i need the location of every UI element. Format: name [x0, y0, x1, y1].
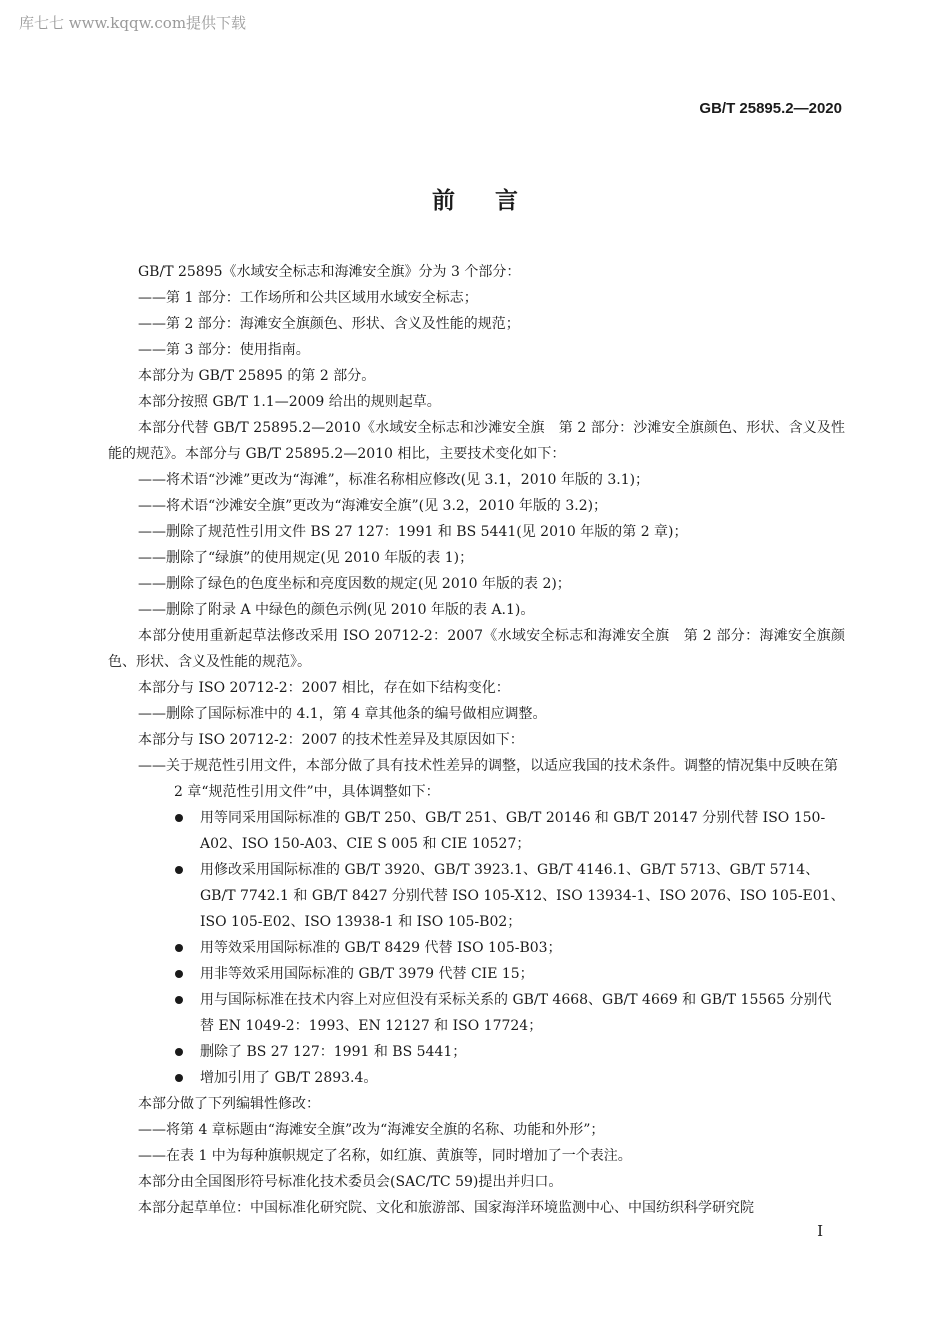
paragraph: 本部分与 ISO 20712-2：2007 相比，存在如下结构变化： — [138, 680, 510, 696]
list-item-text: 用等同采用国际标准的 GB/T 250、GB/T 251、GB/T 20146 和 GB/T 20147 分别代替 ISO 150-A02、ISO 150-A03、CIE S 005 和 CIE 10527； — [200, 810, 826, 852]
paragraph: 本部分与 ISO 20712-2：2007 的技术性差异及其原因如下： — [138, 732, 524, 748]
paragraph: 本部分由全国图形符号标准化技术委员会(SAC/TC 59)提出并归口。 — [138, 1174, 563, 1190]
paragraph: GB/T 25895《水域安全标志和海滩安全旗》分为 3 个部分： — [138, 264, 521, 280]
page-number: I — [817, 1222, 823, 1240]
bullet-dot-icon — [175, 970, 183, 978]
bullet-dot-icon — [175, 814, 183, 822]
dash-item: ——删除了规范性引用文件 BS 27 127：1991 和 BS 5441(见 2010 年版的第 2 章)； — [138, 524, 688, 540]
dash-item: ——将第 4 章标题由“海滩安全旗”改为“海滩安全旗的名称、功能和外形”； — [138, 1122, 605, 1138]
list-item-text: 增加引用了 GB/T 2893.4。 — [200, 1070, 378, 1086]
list-item-text: 用等效采用国际标准的 GB/T 8429 代替 ISO 105-B03； — [200, 940, 562, 956]
dash-item: ——第 2 部分：海滩安全旗颜色、形状、含义及性能的规范； — [138, 316, 520, 332]
paragraph: 本部分做了下列编辑性修改： — [138, 1096, 320, 1112]
paragraph: 本部分使用重新起草法修改采用 ISO 20712-2：2007《水域安全标志和海滩安全旗 第 2 部分：海滩安全旗颜色、形状、含义及性能的规范》。 — [108, 628, 845, 670]
paragraph: 本部分代替 GB/T 25895.2—2010《水域安全标志和沙滩安全旗 第 2 部分：沙滩安全旗颜色、形状、含义及性能的规范》。本部分与 GB/T 25895.2—2010 相比，主要技术变化如下： — [108, 420, 845, 462]
dash-item: ——关于规范性引用文件，本部分做了具有技术性差异的调整，以适应我国的技术条件。调整的情况集中反映在第 2 章“规范性引用文件”中，具体调整如下： — [138, 758, 838, 800]
list-item-text: 用修改采用国际标准的 GB/T 3920、GB/T 3923.1、GB/T 4146.1、GB/T 5713、GB/T 5714、GB/T 7742.1 和 GB/T 8427 分别代替 ISO 105-X12、ISO 13934-1、ISO 2076、ISO 105-E01、ISO 105-E02、ISO 13938-1 和 ISO 105-B02； — [200, 862, 845, 930]
dash-item: ——将术语“沙滩安全旗”更改为“海滩安全旗”(见 3.2，2010 年版的 3.2)； — [138, 498, 608, 514]
list-item — [108, 961, 845, 987]
page-title: 前言 — [432, 188, 558, 214]
dash-item: ——第 3 部分：使用指南。 — [138, 342, 310, 358]
dash-item: ——将术语“沙滩”更改为“海滩”，标准名称相应修改(见 3.1，2010 年版的 3.1)； — [138, 472, 650, 488]
paragraph: 本部分按照 GB/T 1.1—2009 给出的规则起草。 — [138, 394, 441, 410]
list-item — [108, 1039, 845, 1065]
list-item — [108, 857, 845, 935]
standard-code: GB/T 25895.2—2020 — [699, 100, 842, 117]
list-item-text: 用非等效采用国际标准的 GB/T 3979 代替 CIE 15； — [200, 966, 534, 982]
dash-item: ——删除了“绿旗”的使用规定(见 2010 年版的表 1)； — [138, 550, 474, 566]
bullet-dot-icon — [175, 944, 183, 952]
dash-item: ——删除了国际标准中的 4.1，第 4 章其他条的编号做相应调整。 — [138, 706, 547, 722]
paragraph: 本部分起草单位：中国标准化研究院、文化和旅游部、国家海洋环境监测中心、中国纺织科学研究院 — [138, 1200, 754, 1216]
dash-item: ——第 1 部分：工作场所和公共区域用水域安全标志； — [138, 290, 478, 306]
list-item — [108, 1065, 845, 1091]
bullet-list — [108, 805, 845, 1091]
dash-item: ——在表 1 中为每种旗帜规定了名称，如红旗、黄旗等，同时增加了一个表注。 — [138, 1148, 632, 1164]
bullet-dot-icon — [175, 996, 183, 1004]
document-body — [108, 259, 845, 1221]
bullet-dot-icon — [175, 1048, 183, 1056]
list-item — [108, 805, 845, 857]
bullet-dot-icon — [175, 1074, 183, 1082]
paragraph: 本部分为 GB/T 25895 的第 2 部分。 — [138, 368, 376, 384]
list-item-text: 用与国际标准在技术内容上对应但没有采标关系的 GB/T 4668、GB/T 4669 和 GB/T 15565 分别代替 EN 1049-2：1993、EN 12127 和 ISO 17724； — [200, 992, 832, 1034]
dash-item: ——删除了绿色的色度坐标和亮度因数的规定(见 2010 年版的表 2)； — [138, 576, 571, 592]
list-item-text: 删除了 BS 27 127：1991 和 BS 5441； — [200, 1044, 467, 1060]
dash-item: ——删除了附录 A 中绿色的颜色示例(见 2010 年版的表 A.1)。 — [138, 602, 535, 618]
bullet-dot-icon — [175, 866, 183, 874]
watermark-text: 库七七 www.kqqw.com提供下载 — [19, 14, 247, 32]
list-item — [108, 987, 845, 1039]
list-item — [108, 935, 845, 961]
